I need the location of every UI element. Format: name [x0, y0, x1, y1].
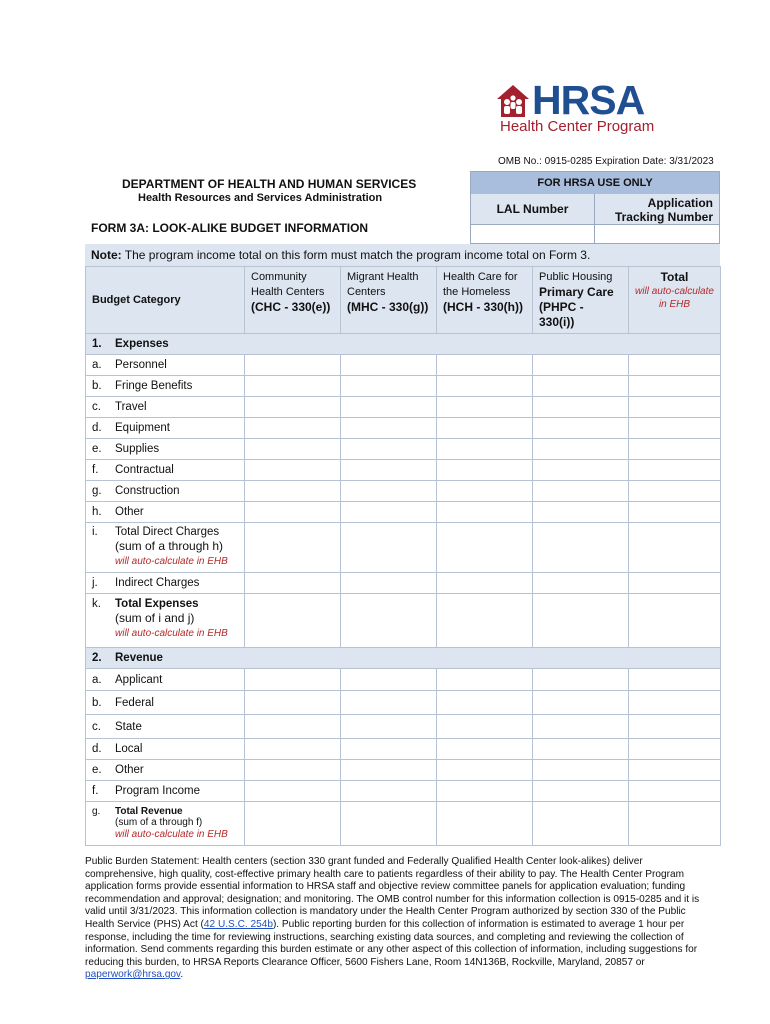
amount-cell-hch[interactable] — [437, 502, 533, 523]
amount-cell-phpc[interactable] — [533, 781, 629, 802]
amount-cell-chc[interactable] — [245, 669, 341, 691]
row-label: Supplies — [115, 443, 160, 455]
table-row — [86, 669, 721, 691]
amount-cell-mhc[interactable] — [341, 376, 437, 397]
indirect-label: Indirect Charges — [115, 577, 200, 589]
row-label: Construction — [115, 485, 180, 497]
amount-cell-hch[interactable] — [437, 397, 533, 418]
amount-cell-mhc[interactable] — [341, 355, 437, 376]
usc-link[interactable]: 42 U.S.C. 254b — [203, 918, 273, 930]
table-row — [86, 418, 721, 439]
phpc-line1: Public Housing — [539, 271, 613, 283]
amount-cell-mhc[interactable] — [341, 781, 437, 802]
row-letter: b. — [92, 380, 102, 392]
amount-cell-hch[interactable] — [437, 781, 533, 802]
expenses-label: Expenses — [115, 338, 169, 350]
amount-cell-chc[interactable] — [245, 739, 341, 760]
mhc-line1: Migrant Health — [347, 271, 419, 283]
total-expenses-sub: (sum of i and j) — [115, 611, 195, 625]
row-letter: c. — [92, 720, 101, 733]
row-letter: f. — [92, 785, 99, 797]
amount-cell-total — [629, 376, 721, 397]
total-header: Total — [660, 270, 689, 284]
table-row — [86, 460, 721, 481]
amount-cell-hch[interactable] — [437, 481, 533, 502]
table-row — [86, 739, 721, 760]
hrsa-wordmark: HRSA — [532, 77, 645, 123]
amount-cell-mhc[interactable] — [341, 715, 437, 739]
total-revenue-note: will auto-calculate in EHB — [115, 829, 228, 840]
expense-rows — [86, 355, 721, 523]
column-header-hch — [437, 267, 533, 334]
amount-cell-phpc[interactable] — [533, 481, 629, 502]
health-center-house-icon — [496, 84, 530, 118]
omb-number: OMB No.: 0915-0285 Expiration Date: 3/31/2023 — [498, 156, 714, 167]
amount-cell-mhc[interactable] — [341, 760, 437, 781]
row-label: Personnel — [115, 359, 167, 371]
phpc-code: (PHPC - 330(i)) — [539, 300, 584, 329]
total-expenses-row — [86, 594, 721, 648]
amount-cell-phpc[interactable] — [533, 739, 629, 760]
application-tracking-line2: Tracking Number — [614, 210, 713, 224]
table-row — [86, 397, 721, 418]
amount-cell-phpc[interactable] — [533, 760, 629, 781]
hch-line2: the Homeless — [443, 286, 511, 298]
row-letter: i. — [92, 526, 98, 538]
amount-cell-mhc[interactable] — [341, 481, 437, 502]
total-direct-label: Total Direct Charges — [115, 526, 220, 538]
row-letter: j. — [92, 577, 98, 589]
public-burden-statement — [85, 856, 715, 982]
mhc-code: (MHC - 330(g)) — [347, 300, 429, 314]
total-direct-note: will auto-calculate in EHB — [115, 556, 228, 567]
row-letter: f. — [92, 464, 99, 476]
amount-cell-total — [629, 481, 721, 502]
total-auto-note: will auto-calculate in EHB — [635, 286, 714, 310]
chc-line2: Health Centers — [251, 286, 325, 298]
amount-cell-total — [629, 418, 721, 439]
amount-cell-chc[interactable] — [245, 355, 341, 376]
amount-cell-phpc[interactable] — [533, 376, 629, 397]
table-header-row — [86, 267, 721, 334]
amount-cell-chc[interactable] — [245, 376, 341, 397]
indirect-mhc-cell[interactable] — [341, 573, 437, 594]
amount-cell-phpc[interactable] — [533, 418, 629, 439]
table-row — [86, 376, 721, 397]
row-label: Other — [115, 764, 144, 776]
phpc-line2: Primary Care — [539, 285, 614, 299]
row-letter: e. — [92, 443, 102, 455]
amount-cell-chc[interactable] — [245, 460, 341, 481]
table-row — [86, 481, 721, 502]
amount-cell-total — [629, 739, 721, 760]
indirect-charges-row — [86, 573, 721, 594]
table-row — [86, 691, 721, 715]
amount-cell-chc[interactable] — [245, 481, 341, 502]
row-letter: a. — [92, 673, 102, 686]
hrsa-use-only-heading: FOR HRSA USE ONLY — [471, 172, 719, 194]
table-row — [86, 760, 721, 781]
form-title: FORM 3A: LOOK-ALIKE BUDGET INFORMATION — [91, 221, 369, 235]
revenue-number: 2. — [92, 652, 102, 664]
amount-cell-hch[interactable] — [437, 376, 533, 397]
total-revenue-row — [86, 802, 721, 846]
budget-category-header: Budget Category — [86, 267, 245, 334]
total-expenses-label: Total Expenses — [115, 598, 199, 610]
amount-cell-mhc[interactable] — [341, 439, 437, 460]
amount-cell-mhc[interactable] — [341, 502, 437, 523]
budget-table — [85, 266, 721, 846]
row-label: Program Income — [115, 785, 201, 797]
amount-cell-chc[interactable] — [245, 781, 341, 802]
amount-cell-mhc[interactable] — [341, 397, 437, 418]
burden-text-3: . — [180, 969, 184, 981]
amount-cell-total — [629, 460, 721, 481]
revenue-label: Revenue — [115, 652, 163, 664]
program-income-note — [85, 244, 720, 266]
note-prefix: Note: — [91, 248, 122, 262]
amount-cell-hch[interactable] — [437, 760, 533, 781]
row-label: Applicant — [115, 673, 163, 686]
amount-cell-phpc[interactable] — [533, 460, 629, 481]
table-row — [86, 502, 721, 523]
revenue-section-row — [86, 648, 721, 669]
column-header-chc — [245, 267, 341, 334]
header-left — [85, 171, 470, 244]
hch-code: (HCH - 330(h)) — [443, 300, 523, 314]
amount-cell-hch[interactable] — [437, 739, 533, 760]
expenses-section-row — [86, 334, 721, 355]
total-expenses-note: will auto-calculate in EHB — [115, 628, 228, 639]
row-letter: b. — [92, 696, 102, 709]
row-letter: h. — [92, 506, 102, 518]
revenue-rows — [86, 669, 721, 802]
application-tracking-line1: Application — [647, 196, 713, 210]
amount-cell-hch[interactable] — [437, 418, 533, 439]
amount-cell-mhc[interactable] — [341, 669, 437, 691]
column-header-phpc — [533, 267, 629, 334]
amount-cell-total — [629, 715, 721, 739]
lal-number-field[interactable] — [471, 224, 595, 244]
amount-cell-total — [629, 355, 721, 376]
amount-cell-total — [629, 502, 721, 523]
amount-cell-hch[interactable] — [437, 669, 533, 691]
row-label: Contractual — [115, 464, 174, 476]
row-label: Local — [115, 743, 143, 755]
amount-cell-chc[interactable] — [245, 418, 341, 439]
row-label: Travel — [115, 401, 147, 413]
application-tracking-field[interactable] — [595, 224, 719, 244]
row-letter: g. — [92, 485, 102, 497]
agency-title: Health Resources and Services Administration — [138, 192, 383, 204]
amount-cell-hch[interactable] — [437, 460, 533, 481]
row-label: Federal — [115, 696, 154, 709]
amount-cell-chc[interactable] — [245, 502, 341, 523]
indirect-chc-cell[interactable] — [245, 573, 341, 594]
amount-cell-chc[interactable] — [245, 439, 341, 460]
amount-cell-mhc[interactable] — [341, 691, 437, 715]
amount-cell-chc[interactable] — [245, 691, 341, 715]
total-revenue-label: Total Revenue — [115, 806, 183, 817]
expenses-number: 1. — [92, 338, 102, 350]
amount-cell-phpc[interactable] — [533, 502, 629, 523]
row-letter: g. — [92, 806, 101, 817]
hrsa-use-only-box — [470, 171, 720, 244]
amount-cell-total — [629, 691, 721, 715]
amount-cell-phpc[interactable] — [533, 669, 629, 691]
row-letter: k. — [92, 598, 101, 610]
burden-text-2: ). Public reporting burden for this collection of information is estimated to average 1 hour per response, including the time for reviewing instructions, searching existing data sources, and completing and reviewing the collection of information. Send comments regarding this burden estimate or any other aspect of this collection of information, including suggestions for reducing this burden, to HRSA Reports Clearance Officer, 5600 Fishers Lane, Room 14N136B, Rockville, Maryland, 20857 or — [85, 918, 698, 968]
paperwork-email-link[interactable]: paperwork@hrsa.gov — [85, 969, 181, 981]
amount-cell-hch[interactable] — [437, 355, 533, 376]
amount-cell-mhc[interactable] — [341, 418, 437, 439]
form-header — [85, 171, 720, 244]
department-title: DEPARTMENT OF HEALTH AND HUMAN SERVICES — [122, 177, 417, 191]
row-letter: d. — [92, 743, 102, 755]
hrsa-logo — [496, 77, 686, 136]
mhc-line2: Centers — [347, 286, 386, 298]
amount-cell-phpc[interactable] — [533, 397, 629, 418]
logo-tagline: Health Center Program — [500, 118, 655, 135]
amount-cell-hch[interactable] — [437, 691, 533, 715]
amount-cell-hch[interactable] — [437, 439, 533, 460]
table-row — [86, 439, 721, 460]
amount-cell-total — [629, 760, 721, 781]
chc-code: (CHC - 330(e)) — [251, 300, 331, 314]
table-row — [86, 355, 721, 376]
hch-line1: Health Care for — [443, 271, 518, 283]
chc-line1: Community — [251, 271, 307, 283]
amount-cell-phpc[interactable] — [533, 439, 629, 460]
amount-cell-total — [629, 781, 721, 802]
amount-cell-phpc[interactable] — [533, 355, 629, 376]
row-letter: d. — [92, 422, 102, 434]
total-revenue-sub: (sum of a through f) — [115, 817, 203, 828]
total-direct-charges-row — [86, 523, 721, 573]
indirect-phpc-cell[interactable] — [533, 573, 629, 594]
table-row — [86, 715, 721, 739]
amount-cell-chc[interactable] — [245, 397, 341, 418]
row-letter: e. — [92, 764, 102, 776]
amount-cell-mhc[interactable] — [341, 739, 437, 760]
row-label: Other — [115, 506, 144, 518]
table-row — [86, 781, 721, 802]
amount-cell-total — [629, 397, 721, 418]
row-label: Equipment — [115, 422, 170, 434]
column-header-mhc — [341, 267, 437, 334]
note-text: The program income total on this form must match the program income total on Form 3. — [121, 248, 591, 262]
column-header-total — [629, 267, 721, 334]
indirect-hch-cell[interactable] — [437, 573, 533, 594]
amount-cell-phpc[interactable] — [533, 715, 629, 739]
row-label: State — [115, 720, 142, 733]
amount-cell-total — [629, 439, 721, 460]
amount-cell-chc[interactable] — [245, 715, 341, 739]
total-direct-sub: (sum of a through h) — [115, 539, 224, 553]
row-label: Fringe Benefits — [115, 380, 193, 392]
amount-cell-chc[interactable] — [245, 760, 341, 781]
amount-cell-hch[interactable] — [437, 715, 533, 739]
lal-number-label: LAL Number — [471, 194, 595, 224]
amount-cell-phpc[interactable] — [533, 691, 629, 715]
row-letter: c. — [92, 401, 101, 413]
amount-cell-total — [629, 669, 721, 691]
row-letter: a. — [92, 359, 102, 371]
burden-text-1: Public Burden Statement: Health centers (section 330 grant funded and Federally Qualified Health Center look-alikes) deliver comprehensive, high quality, cost-effective primary health care to patients regardless of their ability to pay. The Health Center Program application forms provide essential information to HRSA staff and objective review committee panels for application evaluation; funding recommendation and approval; designation; and monitoring. The OMB control number for this information collection is 0915-0285 and it is valid until 3/31/2023. This information collection is mandatory under the Health Center Program authorized by section 330 of the Public Health Service (PHS) Act ( — [85, 856, 700, 930]
amount-cell-mhc[interactable] — [341, 460, 437, 481]
application-tracking-label — [595, 194, 719, 224]
